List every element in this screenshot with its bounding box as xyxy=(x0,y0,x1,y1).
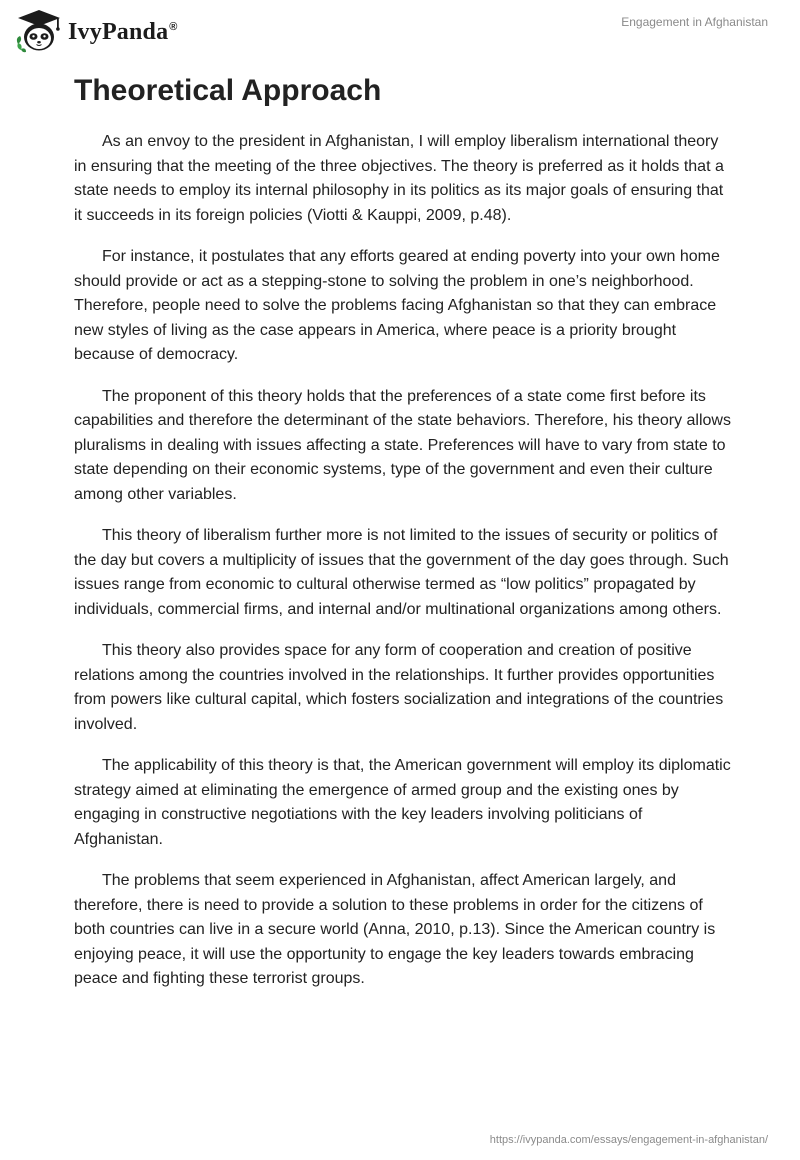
document-title: Engagement in Afghanistan xyxy=(621,15,768,29)
source-url-link[interactable]: https://ivypanda.com/essays/engagement-in-afghanistan/ xyxy=(489,1134,768,1146)
page-header xyxy=(0,0,800,60)
paragraph-6: The applicability of this theory is that, the American government will employ its diplomatic strategy aimed at eliminating the emergence of armed group and the existing ones by engaging in constructive negotiations with the key leaders involving politicians of Afghanistan. xyxy=(74,757,731,848)
paragraph-7: The problems that seem experienced in Afghanistan, affect American largely, and therefore, there is need to provide a solution to these problems in order for the citizens of both countries can live in a secure world (Anna, 2010, p.13). Since the American country is enjoying peace, it will use the opportunity to engage the key leaders towards embracing peace and fighting these terrorist groups. xyxy=(74,872,716,987)
paragraph-2: For instance, it postulates that any efforts geared at ending poverty into your own home should provide or act as a stepping-stone to solving the problem in one’s neighborhood. Therefore, people need to solve the problems facing Afghanistan so that they can embrace new styles of living as the case appears in America, where peace is a priority brought because of democracy. xyxy=(74,248,720,363)
registered-mark: ® xyxy=(169,20,178,33)
ivypanda-logo[interactable] xyxy=(14,8,178,54)
section-heading: Theoretical Approach xyxy=(74,74,382,107)
paragraph-1: As an envoy to the president in Afghanistan, I will employ liberalism international theory in ensuring that the meeting of the three objectives. The theory is preferred as it holds that a state needs to employ its internal philosophy in its politics as its major goals of ensuring that it succeeds in its foreign policies (Viotti & Kauppi, 2009, p.48). xyxy=(74,133,724,224)
paragraph-5: This theory also provides space for any form of cooperation and creation of positive relations among the countries involved in the relationships. It further provides opportunities from powers like cultural capital, which fosters socialization and integrations of the countries involved. xyxy=(74,642,724,733)
article-body xyxy=(74,72,734,1009)
paragraph-3: The proponent of this theory holds that the preferences of a state come first before its capabilities and therefore the determinant of the state behaviors. Therefore, his theory allows pluralisms in dealing with issues affecting a state. Preferences will have to vary from state to state depending on their economic systems, type of the government and even their culture among other variables. xyxy=(74,387,731,503)
paragraph-4: This theory of liberalism further more is not limited to the issues of security or politics of the day but covers a multiplicity of issues that the government of the day goes through. Such issues range from economic to cultural otherwise termed as “low politics” propagated by individuals, commercial firms, and internal and/or multinational organizations among others. xyxy=(74,527,729,618)
panda-graduate-icon xyxy=(14,8,64,54)
brand-name: IvyPanda® xyxy=(68,18,178,45)
